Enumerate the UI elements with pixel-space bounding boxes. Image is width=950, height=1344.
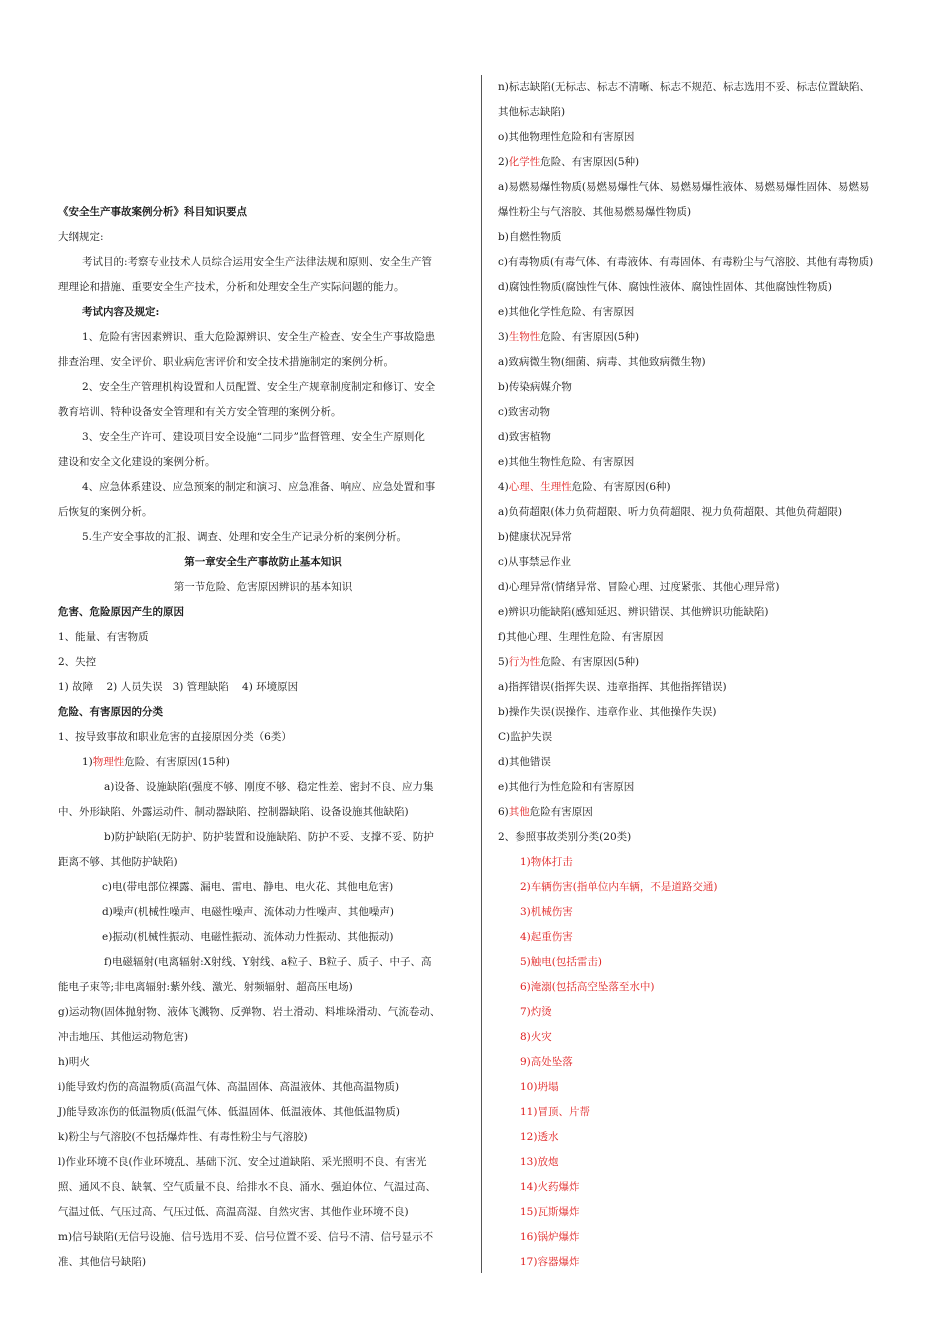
bio-b: b)传染病媒介物: [498, 381, 572, 393]
accident-item: 6)淹溺(包括高空坠落至水中): [520, 981, 655, 993]
chapter-heading: 第一章安全生产事故防止基本知识: [184, 556, 342, 568]
physical-num: 1): [82, 756, 93, 768]
phys-m-line-1: m)信号缺陷(无信号设施、信号选用不妥、信号位置不妥、信号不清、信号显示不: [58, 1231, 434, 1243]
phys-i: i)能导致灼伤的高温物质(高温气体、高温固体、高温液体、其他高温物质): [58, 1081, 400, 1093]
causes-heading: 危害、危险原因产生的原因: [58, 606, 184, 618]
item-1-line-1: 1、危险有害因素辨识、重大危险源辨识、安全生产检查、安全生产事故隐患: [82, 331, 436, 343]
behavior-e: e)其他行为性危险和有害原因: [498, 781, 635, 793]
column-divider: [481, 75, 482, 1273]
accident-item: 17)容器爆炸: [520, 1256, 580, 1268]
biological-heading: [498, 330, 639, 344]
accident-item: 11)冒顶、片帮: [520, 1106, 590, 1118]
chem-b: b)自燃性物质: [498, 231, 562, 243]
biological-rest: 危险、有害原因(5种): [540, 331, 640, 343]
accident-item: 2)车辆伤害(指单位内车辆，不是道路交通): [520, 881, 718, 893]
psych-rest: 危险、有害原因(6种): [571, 481, 671, 493]
phys-c: c)电(带电部位裸露、漏电、雷电、静电、电火花、其他电危害): [102, 881, 394, 893]
behavior-rest: 危险、有害原因(5种): [540, 656, 640, 668]
phys-g-line-1: g)运动物(固体抛射物、液体飞溅物、反弹物、岩土滑动、料堆垛滑动、气流卷动、: [58, 1006, 441, 1018]
classification-heading: 危险、有害原因的分类: [58, 706, 163, 718]
accident-item: 4)起重伤害: [520, 931, 573, 943]
cause-subitems: 1) 故障 2) 人员失误 3) 管理缺陷 4) 环境原因: [58, 681, 299, 693]
phys-j: J)能导致冻伤的低温物质(低温气体、低温固体、低温液体、其他低温物质): [58, 1106, 400, 1118]
bio-c: c)致害动物: [498, 406, 550, 418]
accident-item: 13)放炮: [520, 1156, 559, 1168]
phys-a-line-2: 中、外形缺陷、外露运动件、制动器缺陷、控制器缺陷、设备设施其他缺陷): [58, 806, 409, 818]
item-3-line-2: 建设和安全文化建设的案例分析。: [58, 456, 216, 468]
purpose-line-2: 理理论和措施、重要安全生产技术，分析和处理安全生产实际问题的能力。: [58, 281, 405, 293]
bio-a: a)致病微生物(细菌、病毒、其他致病微生物): [498, 356, 706, 368]
accident-item: 15)瓦斯爆炸: [520, 1206, 580, 1218]
bio-e: e)其他生物性危险、有害原因: [498, 456, 635, 468]
purpose-line-1: 考试目的:考察专业技术人员综合运用安全生产法律法规和原则、安全生产管: [82, 256, 433, 268]
cause-1: 1、能量、有害物质: [58, 631, 149, 643]
psych-e: e)辨识功能缺陷(感知延迟、辨识错误、其他辨识功能缺陷): [498, 606, 769, 618]
phys-e: e)振动(机械性振动、电磁性振动、流体动力性振动、其他振动): [102, 931, 394, 943]
chem-e: e)其他化学性危险、有害原因: [498, 306, 635, 318]
phys-o: o)其他物理性危险和有害原因: [498, 131, 635, 143]
accident-item: 12)透水: [520, 1131, 559, 1143]
chem-a-line-1: a)易燃易爆性物质(易燃易爆性气体、易燃易爆性液体、易燃易爆性固体、易燃易: [498, 181, 870, 193]
accident-item: 7)灼烫: [520, 1006, 552, 1018]
behavior-num: 5): [498, 656, 509, 668]
phys-k: k)粉尘与气溶胶(不包括爆炸性、有毒性粉尘与气溶胶): [58, 1131, 308, 1143]
phys-a-line-1: a)设备、设施缺陷(强度不够、刚度不够、稳定性差、密封不良、应力集: [104, 781, 434, 793]
behavior-d: d)其他错误: [498, 756, 551, 768]
phys-n-line-2: 其他标志缺陷): [498, 106, 566, 118]
psych-b: b)健康状况异常: [498, 531, 572, 543]
behavior-b: b)操作失误(误操作、违章作业、其他操作失误): [498, 706, 717, 718]
phys-b-line-1: b)防护缺陷(无防护、防护装置和设施缺陷、防护不妥、支撑不妥、防护: [104, 831, 434, 843]
accident-item: 8)火灾: [520, 1031, 552, 1043]
cause-2: 2、失控: [58, 656, 97, 668]
accident-item: 14)火药爆炸: [520, 1181, 580, 1193]
phys-n-line-1: n)标志缺陷(无标志、标志不清晰、标志不规范、标志选用不妥、标志位置缺陷、: [498, 81, 870, 93]
item-2-line-1: 2、安全生产管理机构设置和人员配置、安全生产规章制度制定和修订、安全: [82, 381, 436, 393]
other-num: 6): [498, 806, 509, 818]
document-title: 《安全生产事故案例分析》科目知识要点: [58, 206, 247, 218]
content-heading: 考试内容及规定:: [82, 306, 160, 318]
phys-m-line-2: 准、其他信号缺陷): [58, 1256, 147, 1268]
chem-c: c)有毒物质(有毒气体、有毒液体、有毒固体、有毒粉尘与气溶胶、其他有毒物质): [498, 256, 874, 268]
accident-item: 3)机械伤害: [520, 906, 573, 918]
psych-a: a)负荷超限(体力负荷超限、听力负荷超限、视力负荷超限、其他负荷超限): [498, 506, 843, 518]
chem-a-line-2: 爆性粉尘与气溶胶、其他易燃易爆性物质): [498, 206, 692, 218]
physical-keyword: 物理性: [92, 756, 125, 768]
psych-heading: [498, 480, 671, 494]
biological-num: 3): [498, 331, 509, 343]
item-3-line-1: 3、安全生产许可、建设项目安全设施“二同步”监督管理、安全生产原则化: [82, 431, 425, 443]
accident-item: 5)触电(包括雷击): [520, 956, 602, 968]
chem-d: d)腐蚀性物质(腐蚀性气体、腐蚀性液体、腐蚀性固体、其他腐蚀性物质): [498, 281, 833, 293]
chemical-keyword: 化学性: [508, 156, 541, 168]
other-rest: 危险有害原因: [529, 806, 593, 818]
psych-f: f)其他心理、生理性危险、有害原因: [498, 631, 664, 643]
accident-item: 9)高处坠落: [520, 1056, 573, 1068]
behavior-heading: [498, 655, 639, 669]
behavior-c: C)监护失误: [498, 731, 553, 743]
behavior-a: a)指挥错误(指挥失误、违章指挥、其他指挥错误): [498, 681, 727, 693]
classification-1: 1、按导致事故和职业危害的直接原因分类（6类）: [58, 731, 292, 743]
physical-rest: 危险、有害原因(15种): [124, 756, 230, 768]
accident-item: 1)物体打击: [520, 856, 573, 868]
phys-l-line-3: 气温过低、气压过高、气压过低、高温高湿、自然灾害、其他作业环境不良): [58, 1206, 409, 1218]
physical-heading: [82, 755, 230, 769]
item-4-line-1: 4、应急体系建设、应急预案的制定和演习、应急准备、响应、应急处置和事: [82, 481, 436, 493]
phys-d: d)噪声(机械性噪声、电磁性噪声、流体动力性噪声、其他噪声): [102, 906, 395, 918]
psych-num: 4): [498, 481, 509, 493]
item-4-line-2: 后恢复的案例分析。: [58, 506, 153, 518]
phys-b-line-2: 距离不够、其他防护缺陷): [58, 856, 178, 868]
section-heading: 第一节危险、危害原因辨识的基本知识: [173, 581, 353, 593]
behavior-keyword: 行为性: [508, 656, 541, 668]
psych-d: d)心理异常(情绪异常、冒险心理、过度紧张、其他心理异常): [498, 581, 780, 593]
psych-c: c)从事禁忌作业: [498, 556, 571, 568]
phys-f-line-2: 能电子束等;非电离辐射:紫外线、激光、射频辐射、超高压电场): [58, 981, 353, 993]
chemical-rest: 危险、有害原因(5种): [540, 156, 640, 168]
outline-label: 大纲规定:: [58, 231, 104, 243]
other-keyword: 其他: [508, 806, 530, 818]
accident-item: 16)锅炉爆炸: [520, 1231, 580, 1243]
phys-f-line-1: f)电磁辐射(电离辐射:X射线、Y射线、a粒子、B粒子、质子、中子、高: [104, 956, 432, 968]
chemical-num: 2): [498, 156, 509, 168]
chemical-heading: [498, 155, 639, 169]
phys-l-line-2: 照、通风不良、缺氧、空气质量不良、给排水不良、涌水、强迫体位、气温过高、: [58, 1181, 436, 1193]
bio-d: d)致害植物: [498, 431, 551, 443]
phys-g-line-2: 冲击地压、其他运动物危害): [58, 1031, 189, 1043]
biological-keyword: 生物性: [508, 331, 541, 343]
item-5-line-1: 5.生产安全事故的汇报、调查、处理和安全生产记录分析的案例分析。: [82, 531, 408, 543]
classification-2: 2、参照事故类别分类(20类): [498, 831, 632, 843]
psych-keyword: 心理、生理性: [508, 481, 572, 493]
phys-l-line-1: l)作业环境不良(作业环境乱、基础下沉、安全过道缺陷、采光照明不良、有害光: [58, 1156, 427, 1168]
item-2-line-2: 教育培训、特种设备安全管理和有关方安全管理的案例分析。: [58, 406, 342, 418]
accident-item: 10)坍塌: [520, 1081, 559, 1093]
phys-h: h)明火: [58, 1056, 90, 1068]
other-heading: [498, 805, 593, 819]
item-1-line-2: 排查治理、安全评价、职业病危害评价和安全技术措施制定的案例分析。: [58, 356, 394, 368]
